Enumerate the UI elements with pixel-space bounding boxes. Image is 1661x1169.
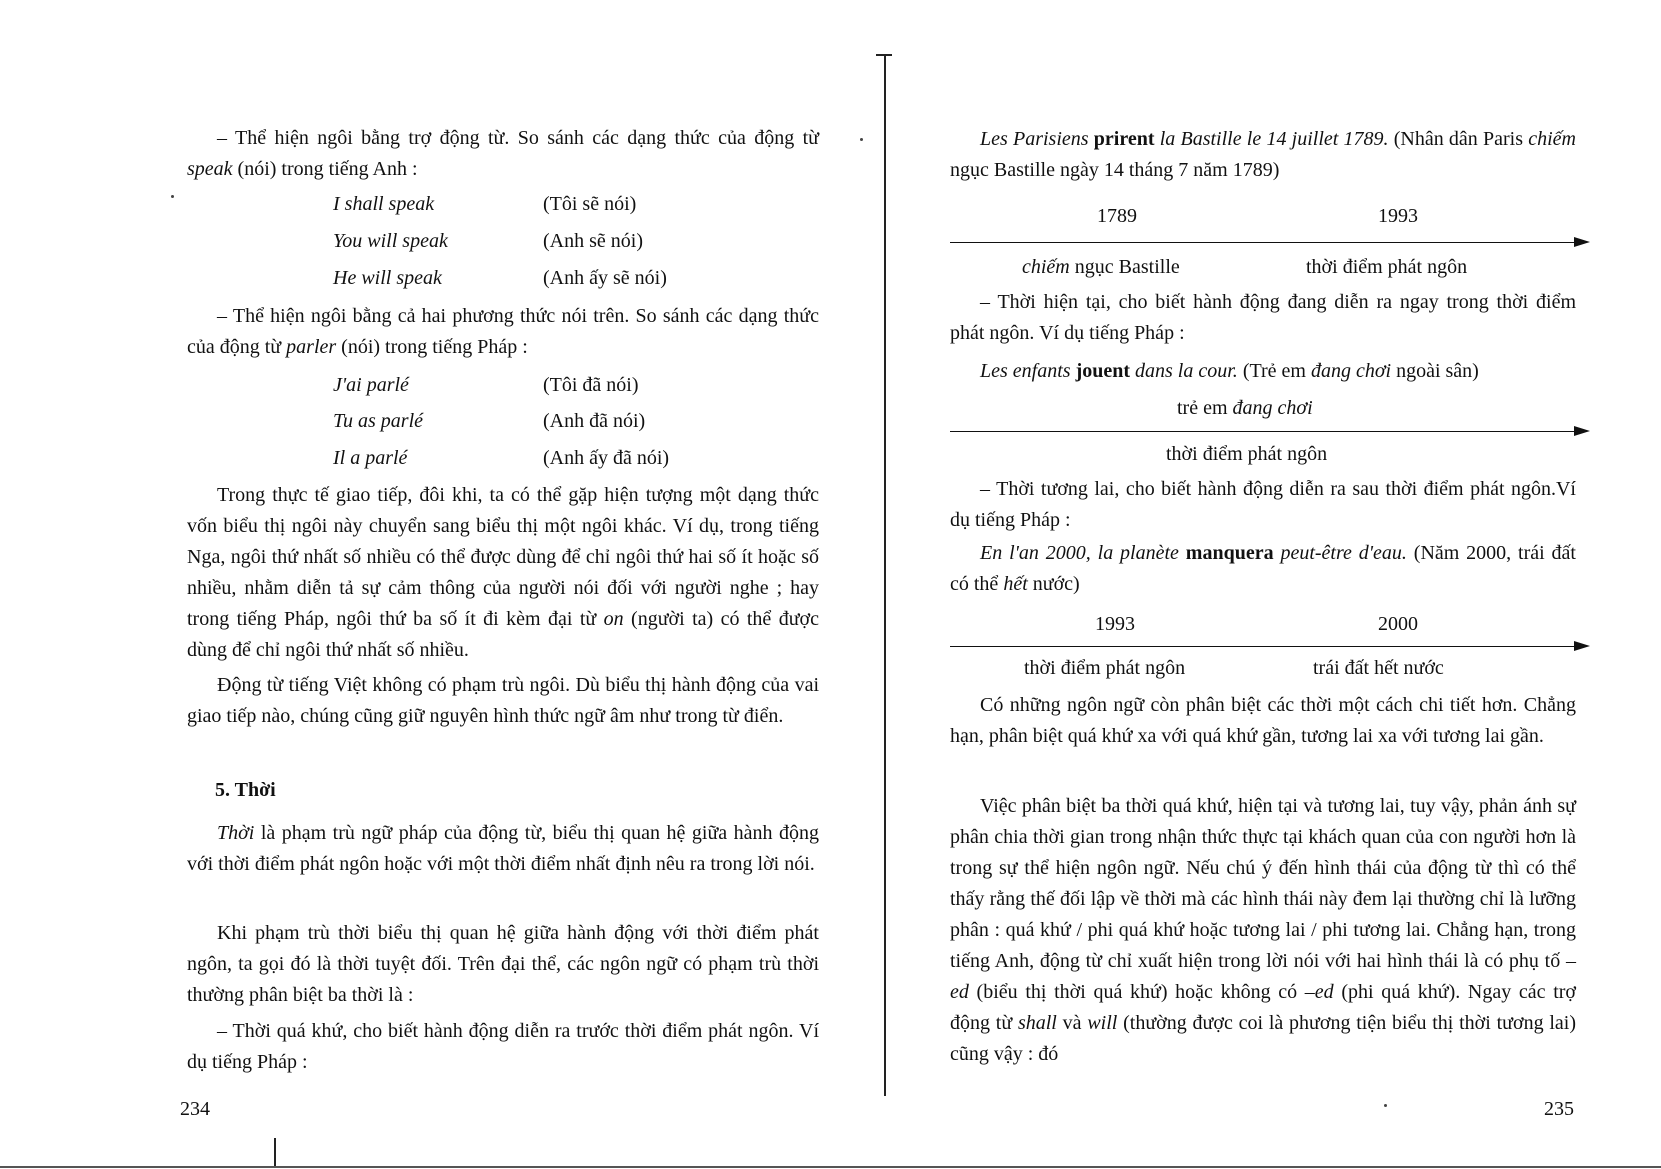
example-form: You will speak — [333, 230, 448, 252]
text-run-italic: la Bastille le 14 juillet 1789. — [1159, 128, 1389, 150]
timeline-3-label-right: trái đất hết nước — [1313, 657, 1444, 679]
scan-speck — [860, 138, 863, 141]
bottom-tick — [274, 1138, 276, 1168]
text-run-italic: đang chơi — [1232, 397, 1313, 419]
text-run-italic: Les Parisiens — [980, 128, 1089, 150]
text-run: và — [1056, 1012, 1088, 1034]
example-gloss: (Anh ấy đã nói) — [543, 447, 670, 469]
example-future-french — [950, 538, 1576, 600]
text-run-bold: jouent — [1070, 360, 1136, 382]
text-run-italic: hết — [1003, 573, 1028, 595]
example-present-french — [950, 356, 1576, 387]
text-run: trẻ em — [1177, 397, 1233, 419]
text-run-italic: shall — [1017, 1012, 1057, 1034]
paragraph-detailed-tenses: Có những ngôn ngữ còn phân biệt các thời một cách chi tiết hơn. Chẳng hạn, phân biệt quá khứ xa với quá khứ gần, tương lai xa với tương lai gần. — [950, 694, 1576, 747]
text-run: (phi quá khứ). Ngay các trợ động từ — [950, 981, 1576, 1034]
text-run: Việc phân biệt ba thời quá khứ, hiện tại và tương lai, tuy vậy, phản ánh sự phân chia thời gian trong nhận thức thực tại khách quan của con người hơn là trong sự thể hiện ngôn ngữ. Nếu chú ý đến hình thái của động từ thì có thể thấy rằng thế đối lập về thời mà các hình thái này đem lại thường chỉ là lưỡng phân : quá khứ / phi quá khứ hoặc tương lai / phi tương lai. Chẳng hạn, trong tiếng Anh, động từ chỉ xuất hiện trong lời nói với hai hình thái là có phụ tố — [950, 795, 1576, 972]
text-run-italic: peut-être d'eau. — [1280, 542, 1407, 564]
paragraph-vietnamese-verbs: Động từ tiếng Việt không có phạm trù ngôi. Dù biểu thị hành động của vai giao tiếp nào, chúng cũng giữ nguyên hình thức ngữ âm như trong từ điển. — [187, 674, 819, 727]
text-run-italic: will — [1087, 1012, 1118, 1034]
text-run-italic: on — [603, 608, 624, 630]
text-run: ngục Bastille — [1069, 256, 1180, 278]
text-run: nước) — [1027, 573, 1080, 595]
timeline-1-axis — [950, 242, 1576, 243]
text-run-italic: đang chơi — [1310, 360, 1392, 382]
text-run-italic: –ed — [1304, 981, 1334, 1003]
text-run-italic: En l'an 2000, la planète — [980, 542, 1179, 564]
example-form: Il a parlé — [333, 447, 408, 469]
text-run-bold: manquera — [1178, 542, 1281, 564]
text-run: (nói) trong tiếng Anh : — [232, 158, 418, 180]
timeline-3-axis — [950, 646, 1576, 647]
arrow-right-icon — [1574, 426, 1590, 436]
text-run: (nói) trong tiếng Pháp : — [336, 336, 528, 358]
example-form: I shall speak — [333, 193, 435, 215]
timeline-1-year-left: 1789 — [1097, 205, 1137, 227]
timeline-3-year-left: 1993 — [1095, 613, 1135, 635]
example-form: He will speak — [333, 267, 442, 289]
timeline-1-label-left — [1022, 254, 1180, 280]
text-run-italic: –ed — [950, 950, 1576, 1003]
text-run-italic: speak — [187, 158, 233, 180]
example-form: Tu as parlé — [333, 410, 424, 432]
paragraph-both-methods — [187, 301, 819, 363]
text-run-italic: Les enfants — [980, 360, 1071, 382]
example-past-french — [950, 124, 1576, 186]
arrow-right-icon — [1574, 237, 1590, 247]
example-gloss: (Tôi đã nói) — [543, 374, 639, 396]
text-run: (Nhân dân Paris — [1388, 128, 1529, 150]
timeline-1-label-right: thời điểm phát ngôn — [1306, 256, 1468, 278]
timeline-3-label-left: thời điểm phát ngôn — [1024, 657, 1186, 679]
paragraph-auxiliary-verb — [187, 123, 819, 185]
timeline-2-label-bottom: thời điểm phát ngôn — [1166, 443, 1328, 465]
text-run: (Trẻ em — [1237, 360, 1311, 382]
page-number-right: 235 — [1544, 1098, 1574, 1120]
arrow-right-icon — [1574, 641, 1590, 651]
text-run: ngục Bastille ngày 14 tháng 7 năm 1789) — [950, 159, 1280, 181]
example-gloss: (Tôi sẽ nói) — [543, 193, 637, 215]
scan-speck — [171, 195, 174, 198]
paragraph-present-tense: – Thời hiện tại, cho biết hành động đang diễn ra ngay trong thời điểm phát ngôn. Ví dụ tiếng Pháp : — [950, 291, 1576, 344]
text-run-italic: chiếm — [1022, 256, 1070, 278]
page-number-left: 234 — [180, 1098, 210, 1120]
paragraph-tense-definition — [187, 818, 819, 880]
paragraph-absolute-tense: Khi phạm trù thời biểu thị quan hệ giữa hành động với thời điểm phát ngôn, ta gọi đó là thời tuyệt đối. Trên đại thể, các ngôn ngữ có phạm trù thời thường phân biệt ba thời là : — [187, 922, 819, 1006]
example-gloss: (Anh ấy sẽ nói) — [543, 267, 667, 289]
timeline-1-year-right: 1993 — [1378, 205, 1418, 227]
text-run-italic: chiếm — [1528, 128, 1576, 150]
text-run: là phạm trù ngữ pháp của động từ, biểu thị quan hệ giữa hành động với thời điểm phát ngôn hoặc với một thời điểm nhất định nêu ra trong lời nói. — [187, 822, 819, 875]
text-run-italic: dans la cour. — [1135, 360, 1238, 382]
text-run: (biểu thị thời quá khứ) hoặc không có — [968, 981, 1305, 1003]
text-run: – Thể hiện ngôi bằng trợ động từ. So sánh các dạng thức của động từ — [217, 127, 819, 149]
text-run: – Thể hiện ngôi bằng cả hai phương thức nói trên. So sánh các dạng thức của động từ — [187, 305, 819, 358]
section-heading: 5. Thời — [215, 779, 276, 801]
text-run: (người ta) có thể được dùng để chỉ ngôi thứ nhất số nhiều. — [187, 608, 819, 661]
example-gloss: (Anh đã nói) — [543, 410, 646, 432]
example-gloss: (Anh sẽ nói) — [543, 230, 643, 252]
text-run-italic: Thời — [217, 822, 255, 844]
paragraph-future-tense: – Thời tương lai, cho biết hành động diễn ra sau thời điểm phát ngôn.Ví dụ tiếng Pháp : — [950, 478, 1576, 531]
text-run-italic: parler — [286, 336, 337, 358]
example-form: J'ai parlé — [333, 374, 409, 396]
text-run-bold: prirent — [1088, 128, 1160, 150]
timeline-3-year-right: 2000 — [1378, 613, 1418, 635]
text-run: (thường được coi là phương tiện biểu thị thời tương lai) cũng vậy : đó — [950, 1012, 1576, 1065]
text-run: ngoài sân) — [1391, 360, 1479, 382]
text-run: (Năm 2000, trái đất có thể — [950, 542, 1576, 595]
paragraph-person-shift — [187, 480, 819, 666]
timeline-2-label-top — [1177, 395, 1313, 421]
text-run: Trong thực tế giao tiếp, đôi khi, ta có thể gặp hiện tượng một dạng thức vốn biểu thị ngôi này chuyển sang biểu thị một ngôi khác. Ví dụ, trong tiếng Nga, ngôi thứ nhất số nhiều có thể được dùng để chỉ ngôi thứ hai số ít hoặc số nhiều, nhằm diễn tả sự cảm thông của người nói đối với người nghe ; hay trong tiếng Pháp, ngôi thứ ba số ít đi kèm đại từ — [187, 484, 819, 630]
paragraph-binary-opposition — [950, 791, 1576, 1070]
paragraph-past-tense: – Thời quá khứ, cho biết hành động diễn ra trước thời điểm phát ngôn. Ví dụ tiếng Pháp : — [187, 1020, 819, 1073]
timeline-2-axis — [950, 431, 1576, 432]
